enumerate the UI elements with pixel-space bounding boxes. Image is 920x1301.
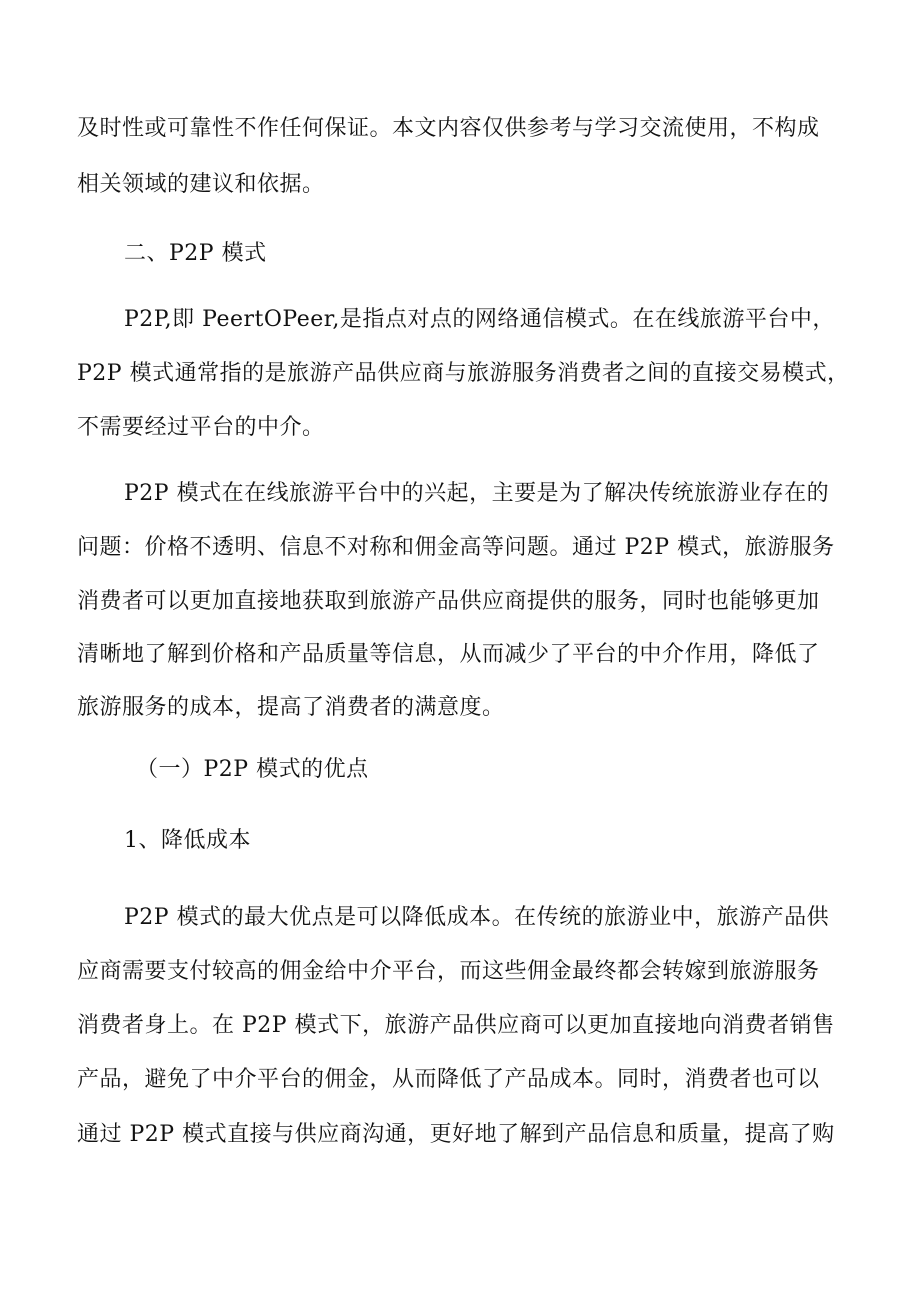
paragraph-line: 相关领域的建议和依据。 xyxy=(77,172,325,197)
paragraph-line: P2P 模式在在线旅游平台中的兴起，主要是为了解决传统旅游业存在的 xyxy=(124,481,830,506)
paragraph-line: 产品，避免了中介平台的佣金，从而降低了产品成本。同时，消费者也可以 xyxy=(77,1067,820,1092)
paragraph-line: P2P 模式的最大优点是可以降低成本。在传统的旅游业中，旅游产品供 xyxy=(124,905,830,930)
subsection-heading: （一）P2P 模式的优点 xyxy=(136,757,369,782)
paragraph-line: 及时性或可靠性不作任何保证。本文内容仅供参考与学习交流使用，不构成 xyxy=(77,116,820,141)
paragraph-line: 不需要经过平台的中介。 xyxy=(77,415,325,440)
paragraph-line: 消费者可以更加直接地获取到旅游产品供应商提供的服务，同时也能够更加 xyxy=(77,589,820,614)
paragraph-line: 通过 P2P 模式直接与供应商沟通，更好地了解到产品信息和质量，提高了购 xyxy=(77,1122,835,1147)
paragraph-line: P2P 模式通常指的是旅游产品供应商与旅游服务消费者之间的直接交易模式， xyxy=(77,361,850,386)
paragraph-line: 旅游服务的成本，提高了消费者的满意度。 xyxy=(77,695,505,720)
item-heading: 1、降低成本 xyxy=(124,828,251,853)
section-heading: 二、P2P 模式 xyxy=(124,241,267,266)
paragraph-line: 消费者身上。在 P2P 模式下，旅游产品供应商可以更加直接地向消费者销售 xyxy=(77,1013,835,1038)
paragraph-line: 应商需要支付较高的佣金给中介平台，而这些佣金最终都会转嫁到旅游服务 xyxy=(77,959,820,984)
paragraph-line: P2P,即 PeertOPeer,是指点对点的网络通信模式。在在线旅游平台中， xyxy=(124,307,835,332)
paragraph-line: 清晰地了解到价格和产品质量等信息，从而减少了平台的中介作用，降低了 xyxy=(77,642,820,667)
paragraph-line: 问题：价格不透明、信息不对称和佣金高等问题。通过 P2P 模式，旅游服务 xyxy=(77,535,835,560)
